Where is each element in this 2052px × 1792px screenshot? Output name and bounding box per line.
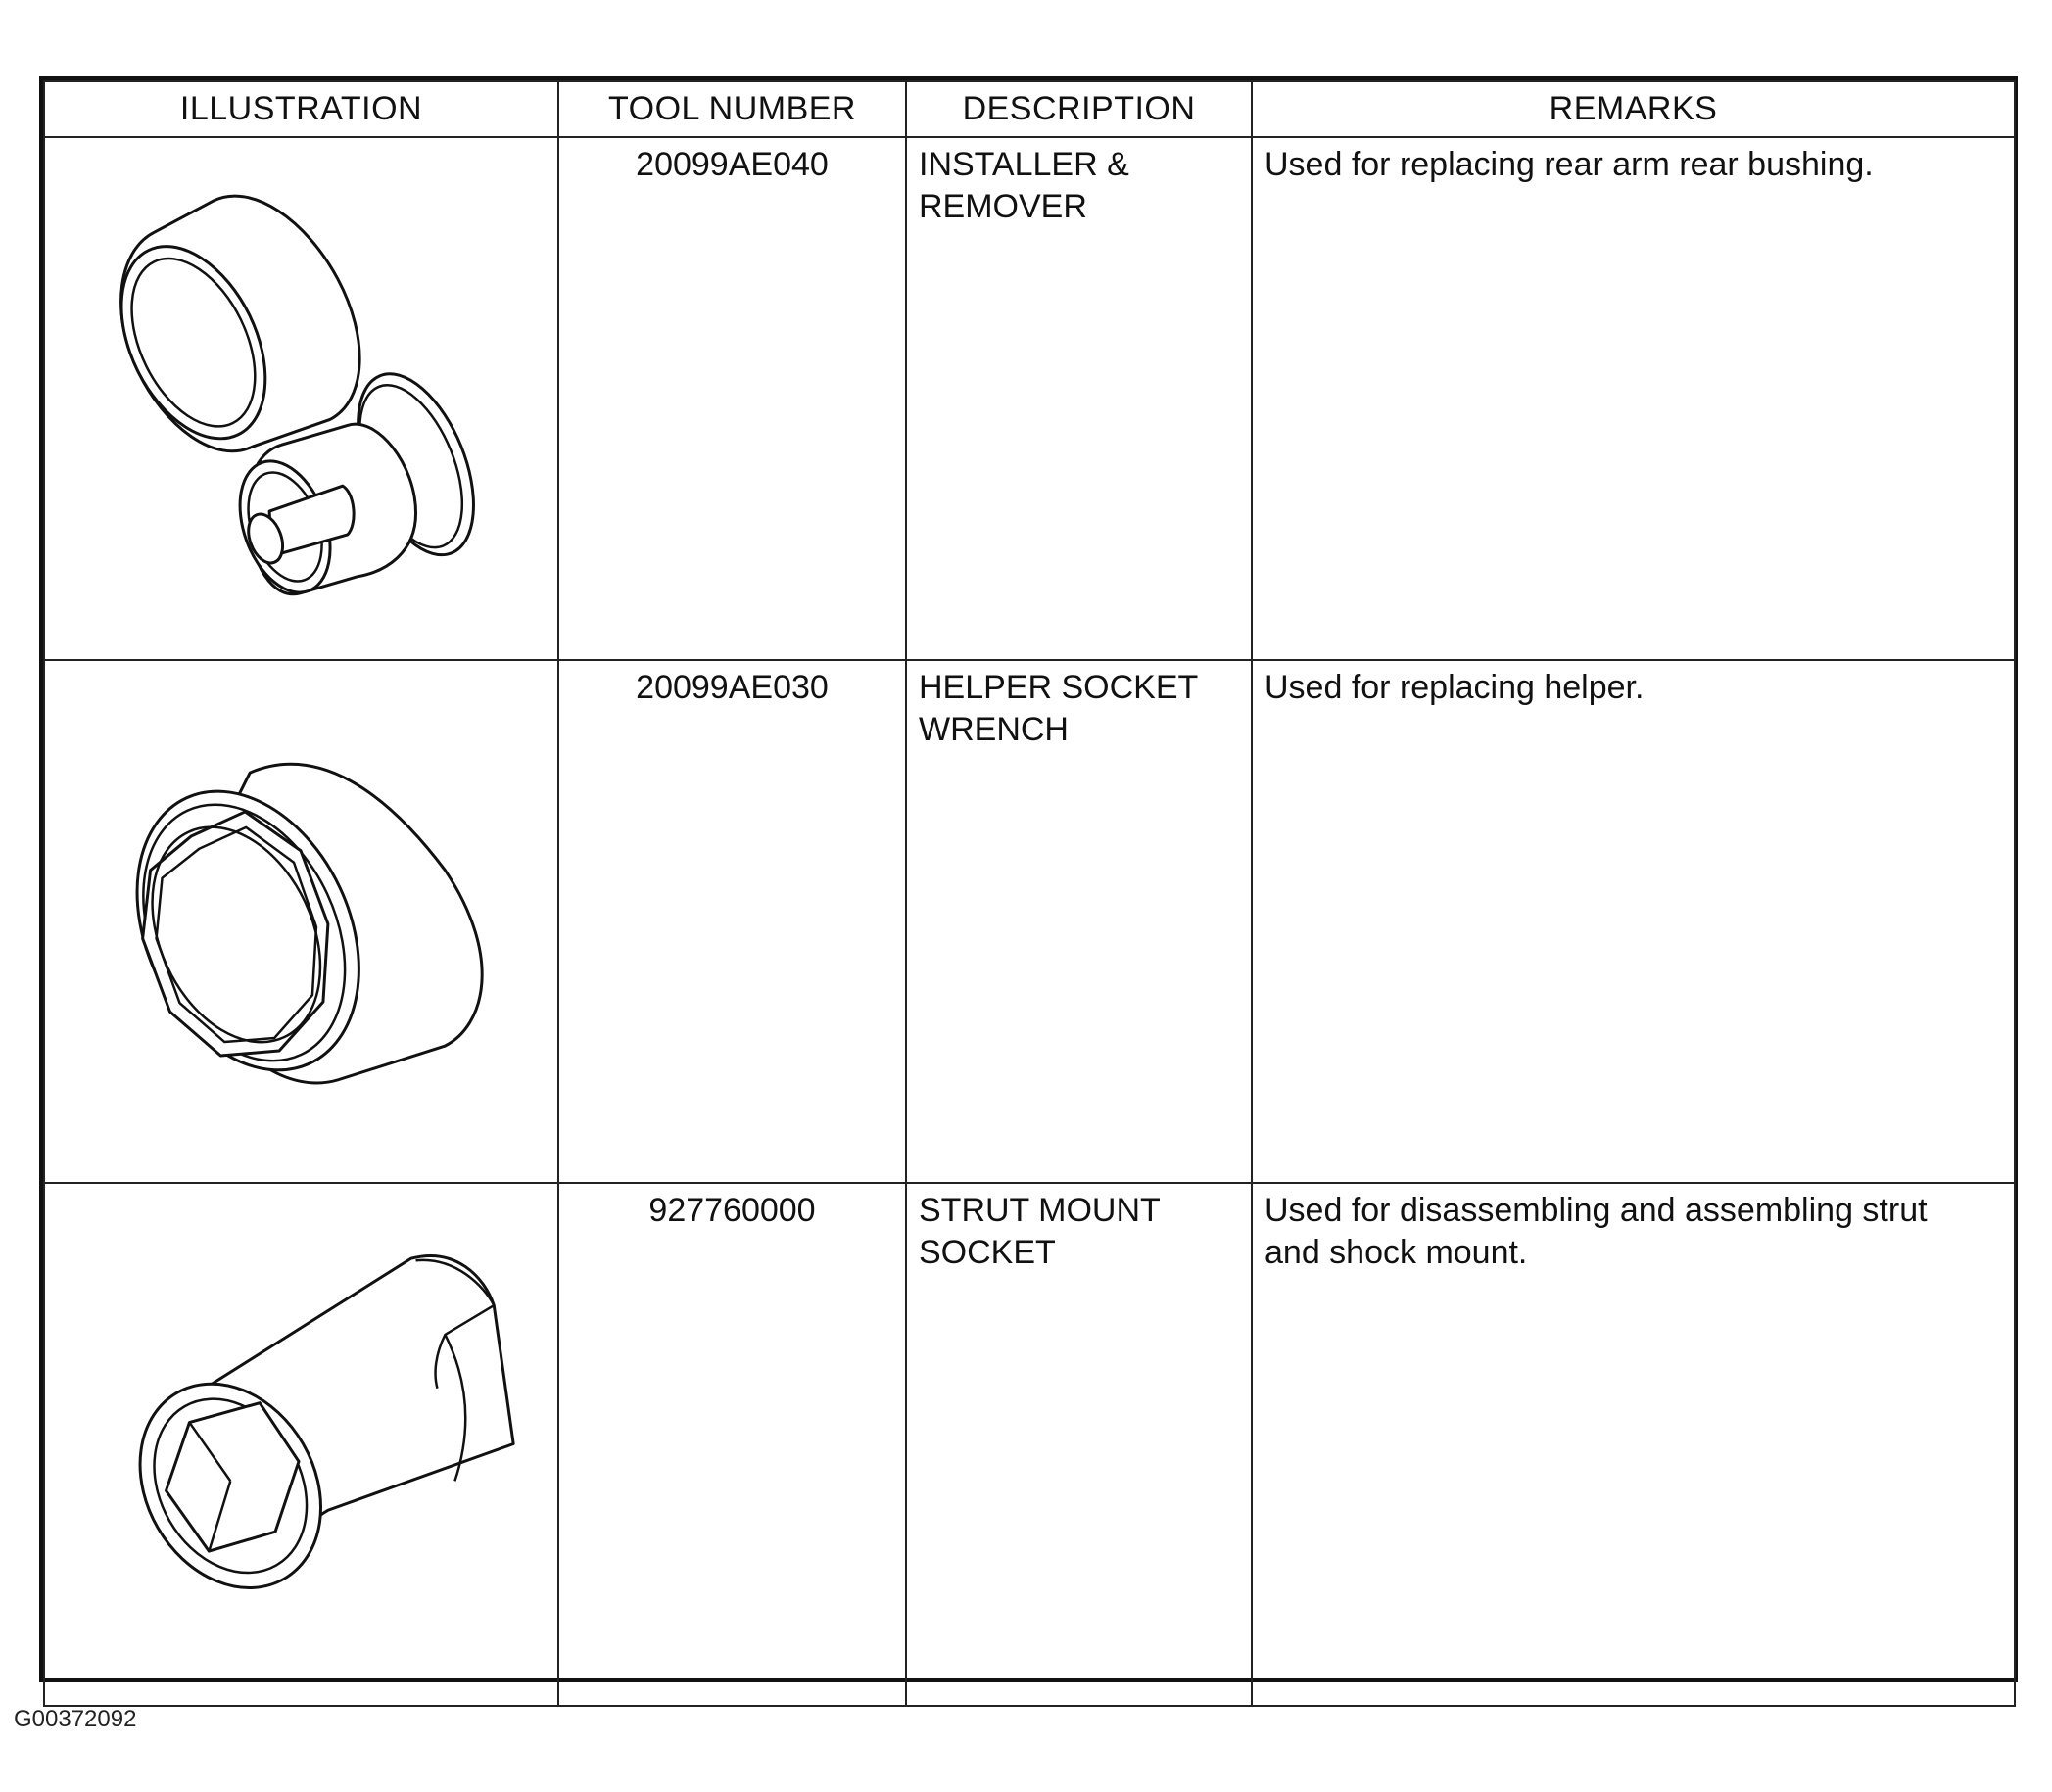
table-row: [44, 1183, 2015, 1706]
table-header-row: [44, 81, 2015, 137]
remarks-line: Used for disassembling and assembling strut: [1265, 1192, 1928, 1229]
header-description: DESCRIPTION: [906, 81, 1252, 137]
header-tool-number: TOOL NUMBER: [558, 81, 906, 137]
special-tools-table: [43, 80, 2016, 1707]
description-line: STRUT MOUNT: [919, 1192, 1161, 1229]
remarks-line: and shock mount.: [1265, 1234, 1528, 1271]
description-cell: [906, 660, 1252, 1183]
helper-socket-wrench-icon: [45, 661, 557, 1182]
remarks-cell: [1252, 1183, 2015, 1706]
description-line: SOCKET: [919, 1234, 1056, 1271]
tool-number-cell: 927760000: [558, 1183, 906, 1706]
special-tools-table-frame: [39, 76, 2018, 1682]
illustration-cell: [44, 660, 558, 1183]
description-cell: [906, 1183, 1252, 1706]
description-line: INSTALLER &: [919, 146, 1129, 183]
header-illustration: ILLUSTRATION: [44, 81, 558, 137]
remarks-line: Used for replacing helper.: [1265, 669, 1645, 706]
description-line: HELPER SOCKET: [919, 669, 1199, 706]
figure-id: G00372092: [14, 1706, 137, 1732]
remarks-cell: [1252, 137, 2015, 660]
table-row: [44, 137, 2015, 660]
tool-number-cell: 20099AE030: [558, 660, 906, 1183]
remarks-line: Used for replacing rear arm rear bushing.: [1265, 146, 1874, 183]
strut-mount-socket-icon: [45, 1184, 557, 1705]
description-line: REMOVER: [919, 188, 1087, 225]
description-line: WRENCH: [919, 711, 1069, 748]
illustration-cell: [44, 1183, 558, 1706]
table-row: [44, 660, 2015, 1183]
description-cell: [906, 137, 1252, 660]
illustration-cell: [44, 137, 558, 660]
remarks-cell: [1252, 660, 2015, 1183]
tool-number-cell: 20099AE040: [558, 137, 906, 660]
installer-remover-icon: [45, 138, 557, 659]
header-remarks: REMARKS: [1252, 81, 2015, 137]
